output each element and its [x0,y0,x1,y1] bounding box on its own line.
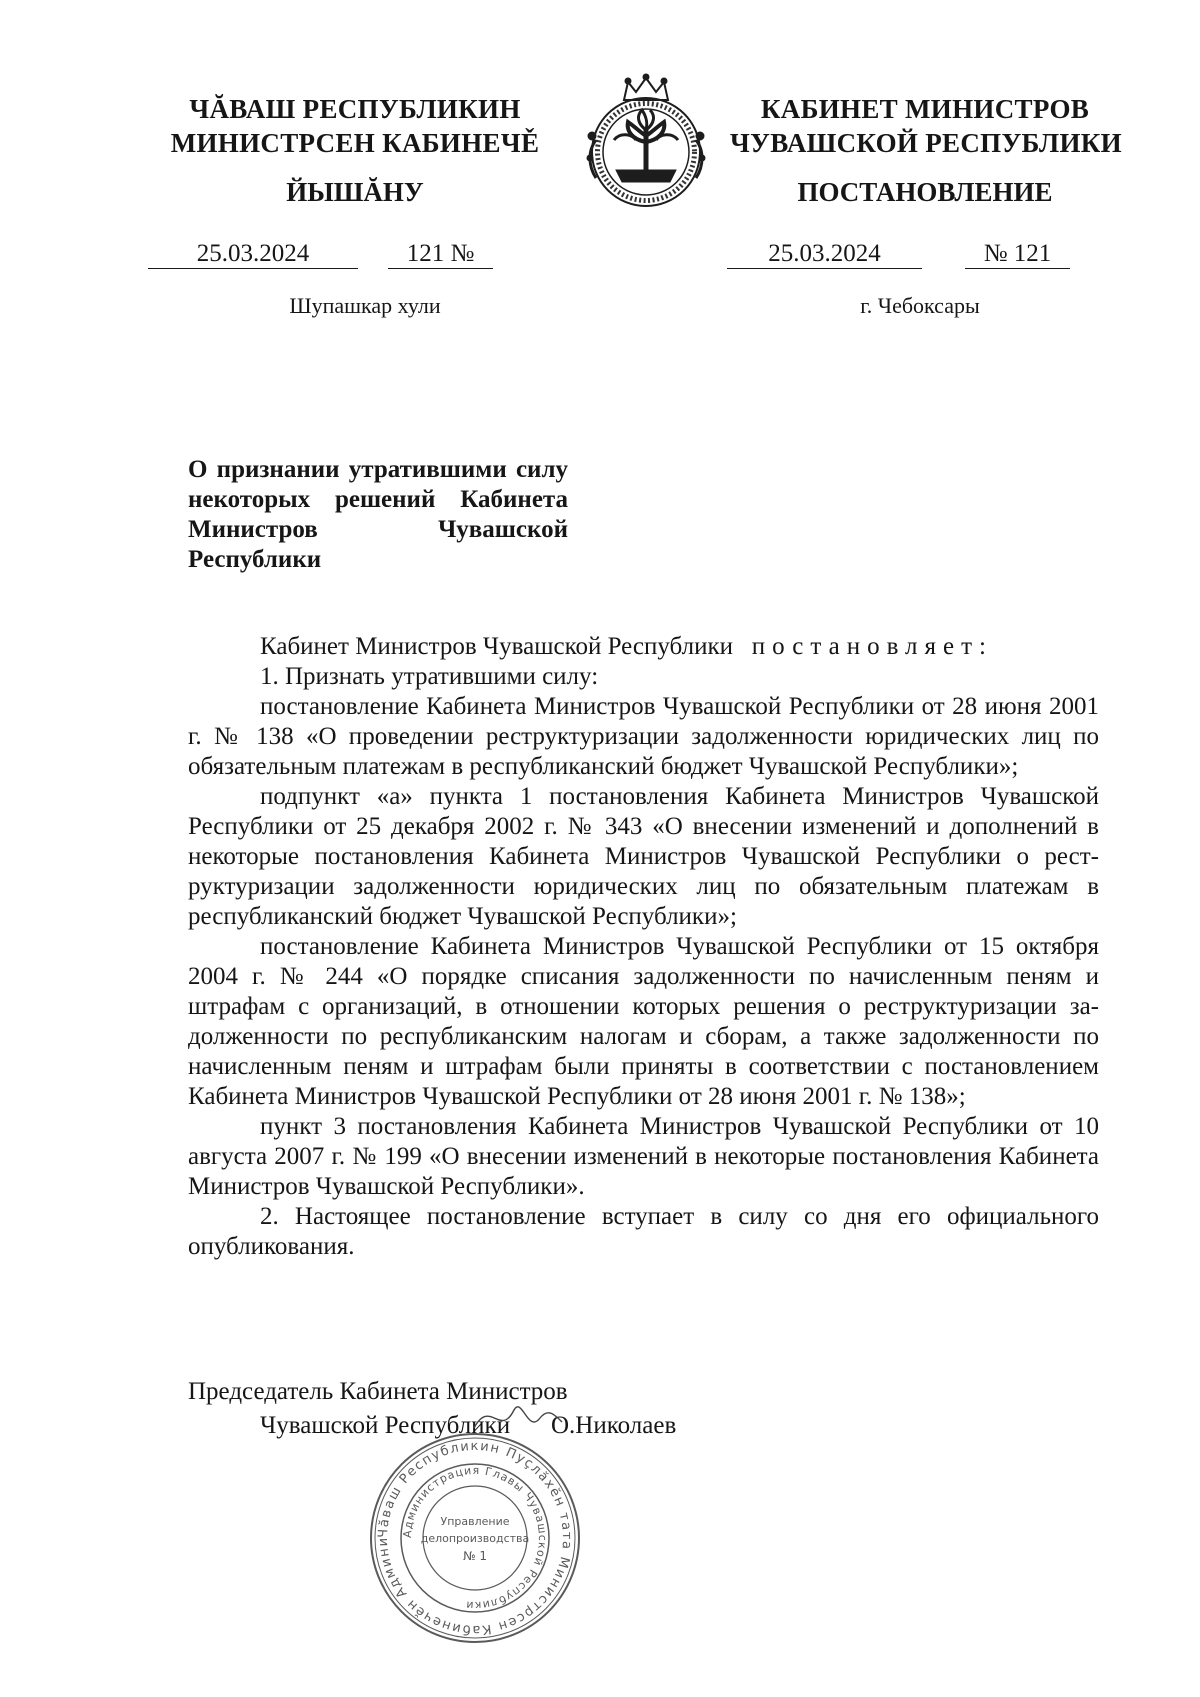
stamp-center-line3: № 1 [463,1549,487,1563]
left-place: Шупашкар хули [289,293,441,318]
right-number: № 121 [965,240,1070,269]
left-number: 121 № [388,240,493,269]
signatory-title-line2: Чувашской Республики [260,1412,511,1439]
handwritten-signature [470,1388,565,1448]
coat-of-arms-icon [576,70,716,210]
intro-verb: постановляет: [751,633,994,660]
stamp-ring-text: Чăваш Республикин Пуçлăхĕн тата Министрсен Кабинечĕн Админи [375,1438,575,1638]
paragraph-6: 2. Настоящее постановление вступает в силу со дня его официального опубликования. [188,1203,1099,1260]
right-place: г. Чебоксары [860,293,980,318]
left-doc-type: ЙЫШĂНУ [286,177,424,207]
right-header [730,92,1120,160]
signatory-title-line1: Председатель Кабинета Министров [188,1378,568,1405]
right-header-line1: КАБИНЕТ МИНИСТРОВ [760,94,1090,124]
stamp-center-line2: делопроизводства [420,1532,530,1545]
left-header-line2: МИНИСТРСЕН КАБИНЕЧĚ [170,128,540,158]
stamp-center-line1: Управление [440,1515,510,1528]
left-header [170,92,540,160]
intro-paragraph [188,632,1099,662]
document-body [188,632,1099,1262]
left-date: 25.03.2024 [148,240,358,269]
signatory-name: О.Николаев [551,1412,677,1439]
right-doc-type: ПОСТАНОВЛЕНИЕ [797,177,1053,207]
stamp-inner-ring-text: Администрация Главы Чувашской Республики [400,1463,550,1613]
document-title: О признании утратившими силу некоторых решений Кабинета Министров Чувашской Республики [188,456,568,573]
paragraph-4: постановление Кабинета Министров Чувашской Республики от 15 октября 2004 г. № 244 «О порядке списания задолженности по начисленным пеням и штрафам с организаций, в отношении которых решения о реструктуризации задолженности по республиканским налогам и сборам, а также задолженности по начисленным пеням и штрафам были приняты в соответствии с постановлением Кабинета Министров Чувашской Республики от 28 июня 2001 г. № 138»; [188,933,1099,1110]
official-stamp [365,1428,585,1648]
right-date: 25.03.2024 [727,240,922,269]
paragraph-2: постановление Кабинета Министров Чувашской Республики от 28 июня 2001 г. № 138 «О проведении реструктуризации задолженности юридических лиц по обязательным платежам в республиканский бюджет Чувашской Республики»; [188,693,1099,780]
paragraph-3: подпункт «а» пункта 1 постановления Кабинета Министров Чувашской Республики от 25 декабря 2002 г. № 343 «О внесении изменений и дополнений в некоторые постановления Кабинета Министров Чувашской Республики о реструктуризации задолженности юридических лиц по обязательным платежам в республиканский бюджет Чувашской Республики»; [188,783,1099,930]
paragraph-1: 1. Признать утратившими силу: [260,663,599,690]
paragraph-5: пункт 3 постановления Кабинета Министров Чувашской Республики от 10 августа 2007 г. № 199 «О внесении изменений в некоторые постановления Кабинета Министров Чувашской Республики». [188,1113,1099,1200]
intro-text: Кабинет Министров Чувашской Республики [260,633,734,660]
left-header-line1: ЧĂВАШ РЕСПУБЛИКИН [189,94,521,124]
right-header-line2: ЧУВАШСКОЙ РЕСПУБЛИКИ [730,128,1122,158]
